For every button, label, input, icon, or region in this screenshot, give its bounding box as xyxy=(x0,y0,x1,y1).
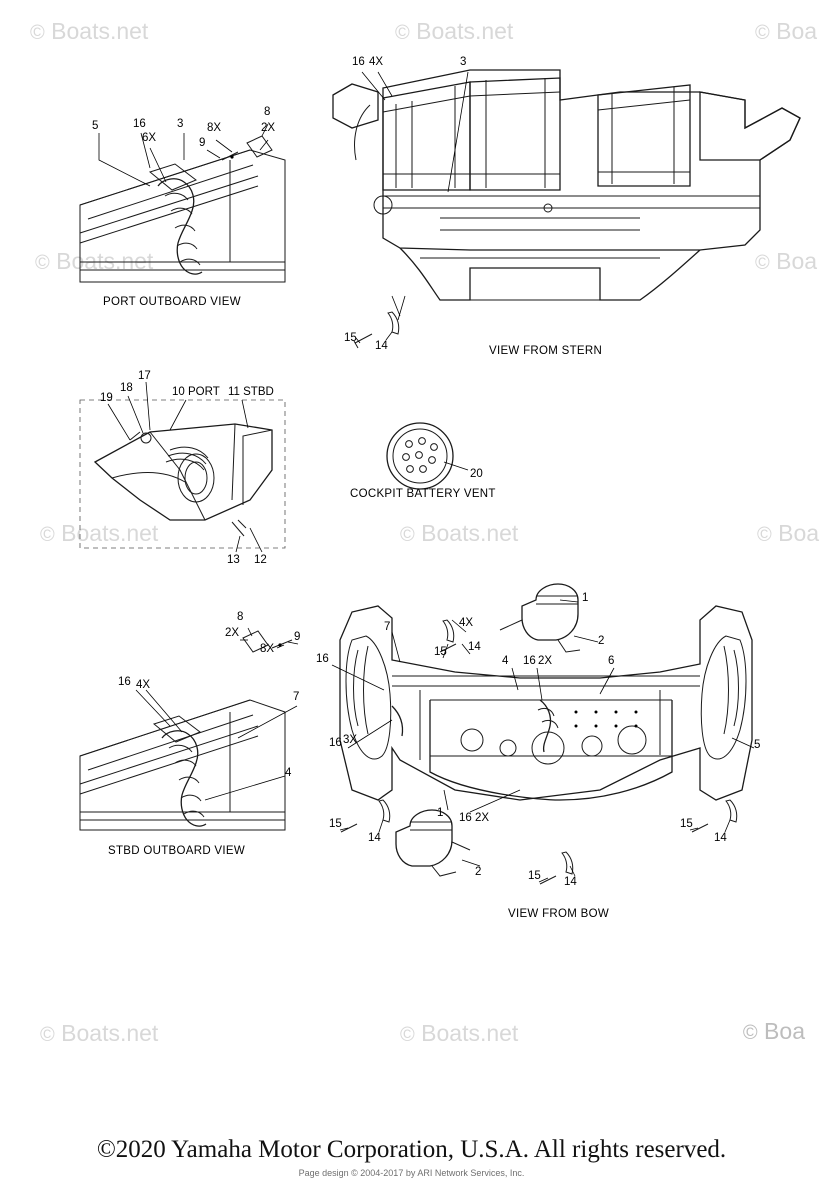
callout-8x: 8X xyxy=(260,643,275,655)
callout-20: 20 xyxy=(470,468,483,480)
callout-15: 15 xyxy=(344,332,357,344)
watermark: © Boats.net xyxy=(395,18,514,44)
port-stbd-detail-drawing xyxy=(80,382,285,552)
callout-7: 7 xyxy=(384,621,391,633)
callout-16: 16 xyxy=(352,56,365,68)
callout-7: 7 xyxy=(293,691,300,703)
bow-drawing xyxy=(332,584,754,884)
watermark: © Boats.net xyxy=(400,520,519,546)
callout-9: 9 xyxy=(199,137,206,149)
page-design-credit: Page design © 2004-2017 by ARI Network Services, Inc. xyxy=(298,1168,525,1178)
callout-19: 19 xyxy=(100,392,113,404)
callout-8x: 8X xyxy=(207,122,222,134)
watermark: © Boats.net xyxy=(400,1020,519,1046)
watermark: © Boa xyxy=(757,520,820,546)
callout-9: 9 xyxy=(294,631,301,643)
callout-2x: 2X xyxy=(538,655,553,667)
callout-18: 18 xyxy=(120,382,133,394)
callout-4: 4 xyxy=(502,655,509,667)
callout-14: 14 xyxy=(468,641,481,653)
callout-8: 8 xyxy=(264,106,271,118)
callout-4x: 4X xyxy=(369,56,384,68)
callout-5: 5 xyxy=(92,120,99,132)
callout-13: 13 xyxy=(227,554,240,566)
label-11-stbd: 11 STBD xyxy=(228,386,274,398)
callout-1: 1 xyxy=(437,807,444,819)
port-outboard-drawing xyxy=(80,124,285,282)
caption-view-from-bow: VIEW FROM BOW xyxy=(508,908,610,920)
callout-3: 3 xyxy=(177,118,184,130)
callout-16: 16 xyxy=(523,655,536,667)
callout-1: 1 xyxy=(582,592,589,604)
callout-5: 5 xyxy=(754,739,761,751)
callout-6: 6 xyxy=(608,655,615,667)
callout-2x: 2X xyxy=(261,122,276,134)
callout-16: 16 xyxy=(133,118,146,130)
callout-16: 16 xyxy=(329,737,342,749)
watermark: © Boats.net xyxy=(30,18,149,44)
callout-4x: 4X xyxy=(459,617,474,629)
callout-2x: 2X xyxy=(475,812,490,824)
caption-cockpit-battery-vent: COCKPIT BATTERY VENT xyxy=(350,488,496,500)
callout-15: 15 xyxy=(329,818,342,830)
battery-vent-drawing xyxy=(387,423,468,489)
callout-6x: 6X xyxy=(142,132,157,144)
callout-4x: 4X xyxy=(136,679,151,691)
callout-15: 15 xyxy=(528,870,541,882)
callout-15: 15 xyxy=(680,818,693,830)
caption-view-from-stern: VIEW FROM STERN xyxy=(489,345,603,357)
callout-14: 14 xyxy=(714,832,727,844)
stern-drawing xyxy=(333,70,800,348)
watermark: © Boats.net xyxy=(40,520,159,546)
callout-16: 16 xyxy=(459,812,472,824)
callout-14: 14 xyxy=(368,832,381,844)
callout-2: 2 xyxy=(598,635,605,647)
watermark: © Boats.net xyxy=(35,248,154,274)
callout-14: 14 xyxy=(375,340,388,352)
callout-3: 3 xyxy=(460,56,467,68)
callout-16: 16 xyxy=(316,653,329,665)
caption-port-outboard-view: PORT OUTBOARD VIEW xyxy=(103,296,241,308)
watermark-corner: © Boa xyxy=(742,1018,805,1044)
stbd-outboard-drawing xyxy=(80,628,301,830)
callout-2x: 2X xyxy=(225,627,240,639)
callout-8: 8 xyxy=(237,611,244,623)
watermark: © Boa xyxy=(755,248,818,274)
callout-14: 14 xyxy=(564,876,577,888)
watermark: © Boats.net xyxy=(40,1020,159,1046)
callout-3x: 3X xyxy=(343,734,358,746)
callout-2: 2 xyxy=(475,866,482,878)
copyright-notice: ©2020 Yamaha Motor Corporation, U.S.A. All rights reserved. xyxy=(96,1136,727,1163)
callout-15: 15 xyxy=(434,646,447,658)
callout-12: 12 xyxy=(254,554,267,566)
callout-4: 4 xyxy=(285,767,292,779)
callout-17: 17 xyxy=(138,370,151,382)
label-10-port: 10 PORT xyxy=(172,386,220,398)
watermark: © Boa xyxy=(755,18,818,44)
caption-stbd-outboard-view: STBD OUTBOARD VIEW xyxy=(108,845,246,857)
callout-16: 16 xyxy=(118,676,131,688)
